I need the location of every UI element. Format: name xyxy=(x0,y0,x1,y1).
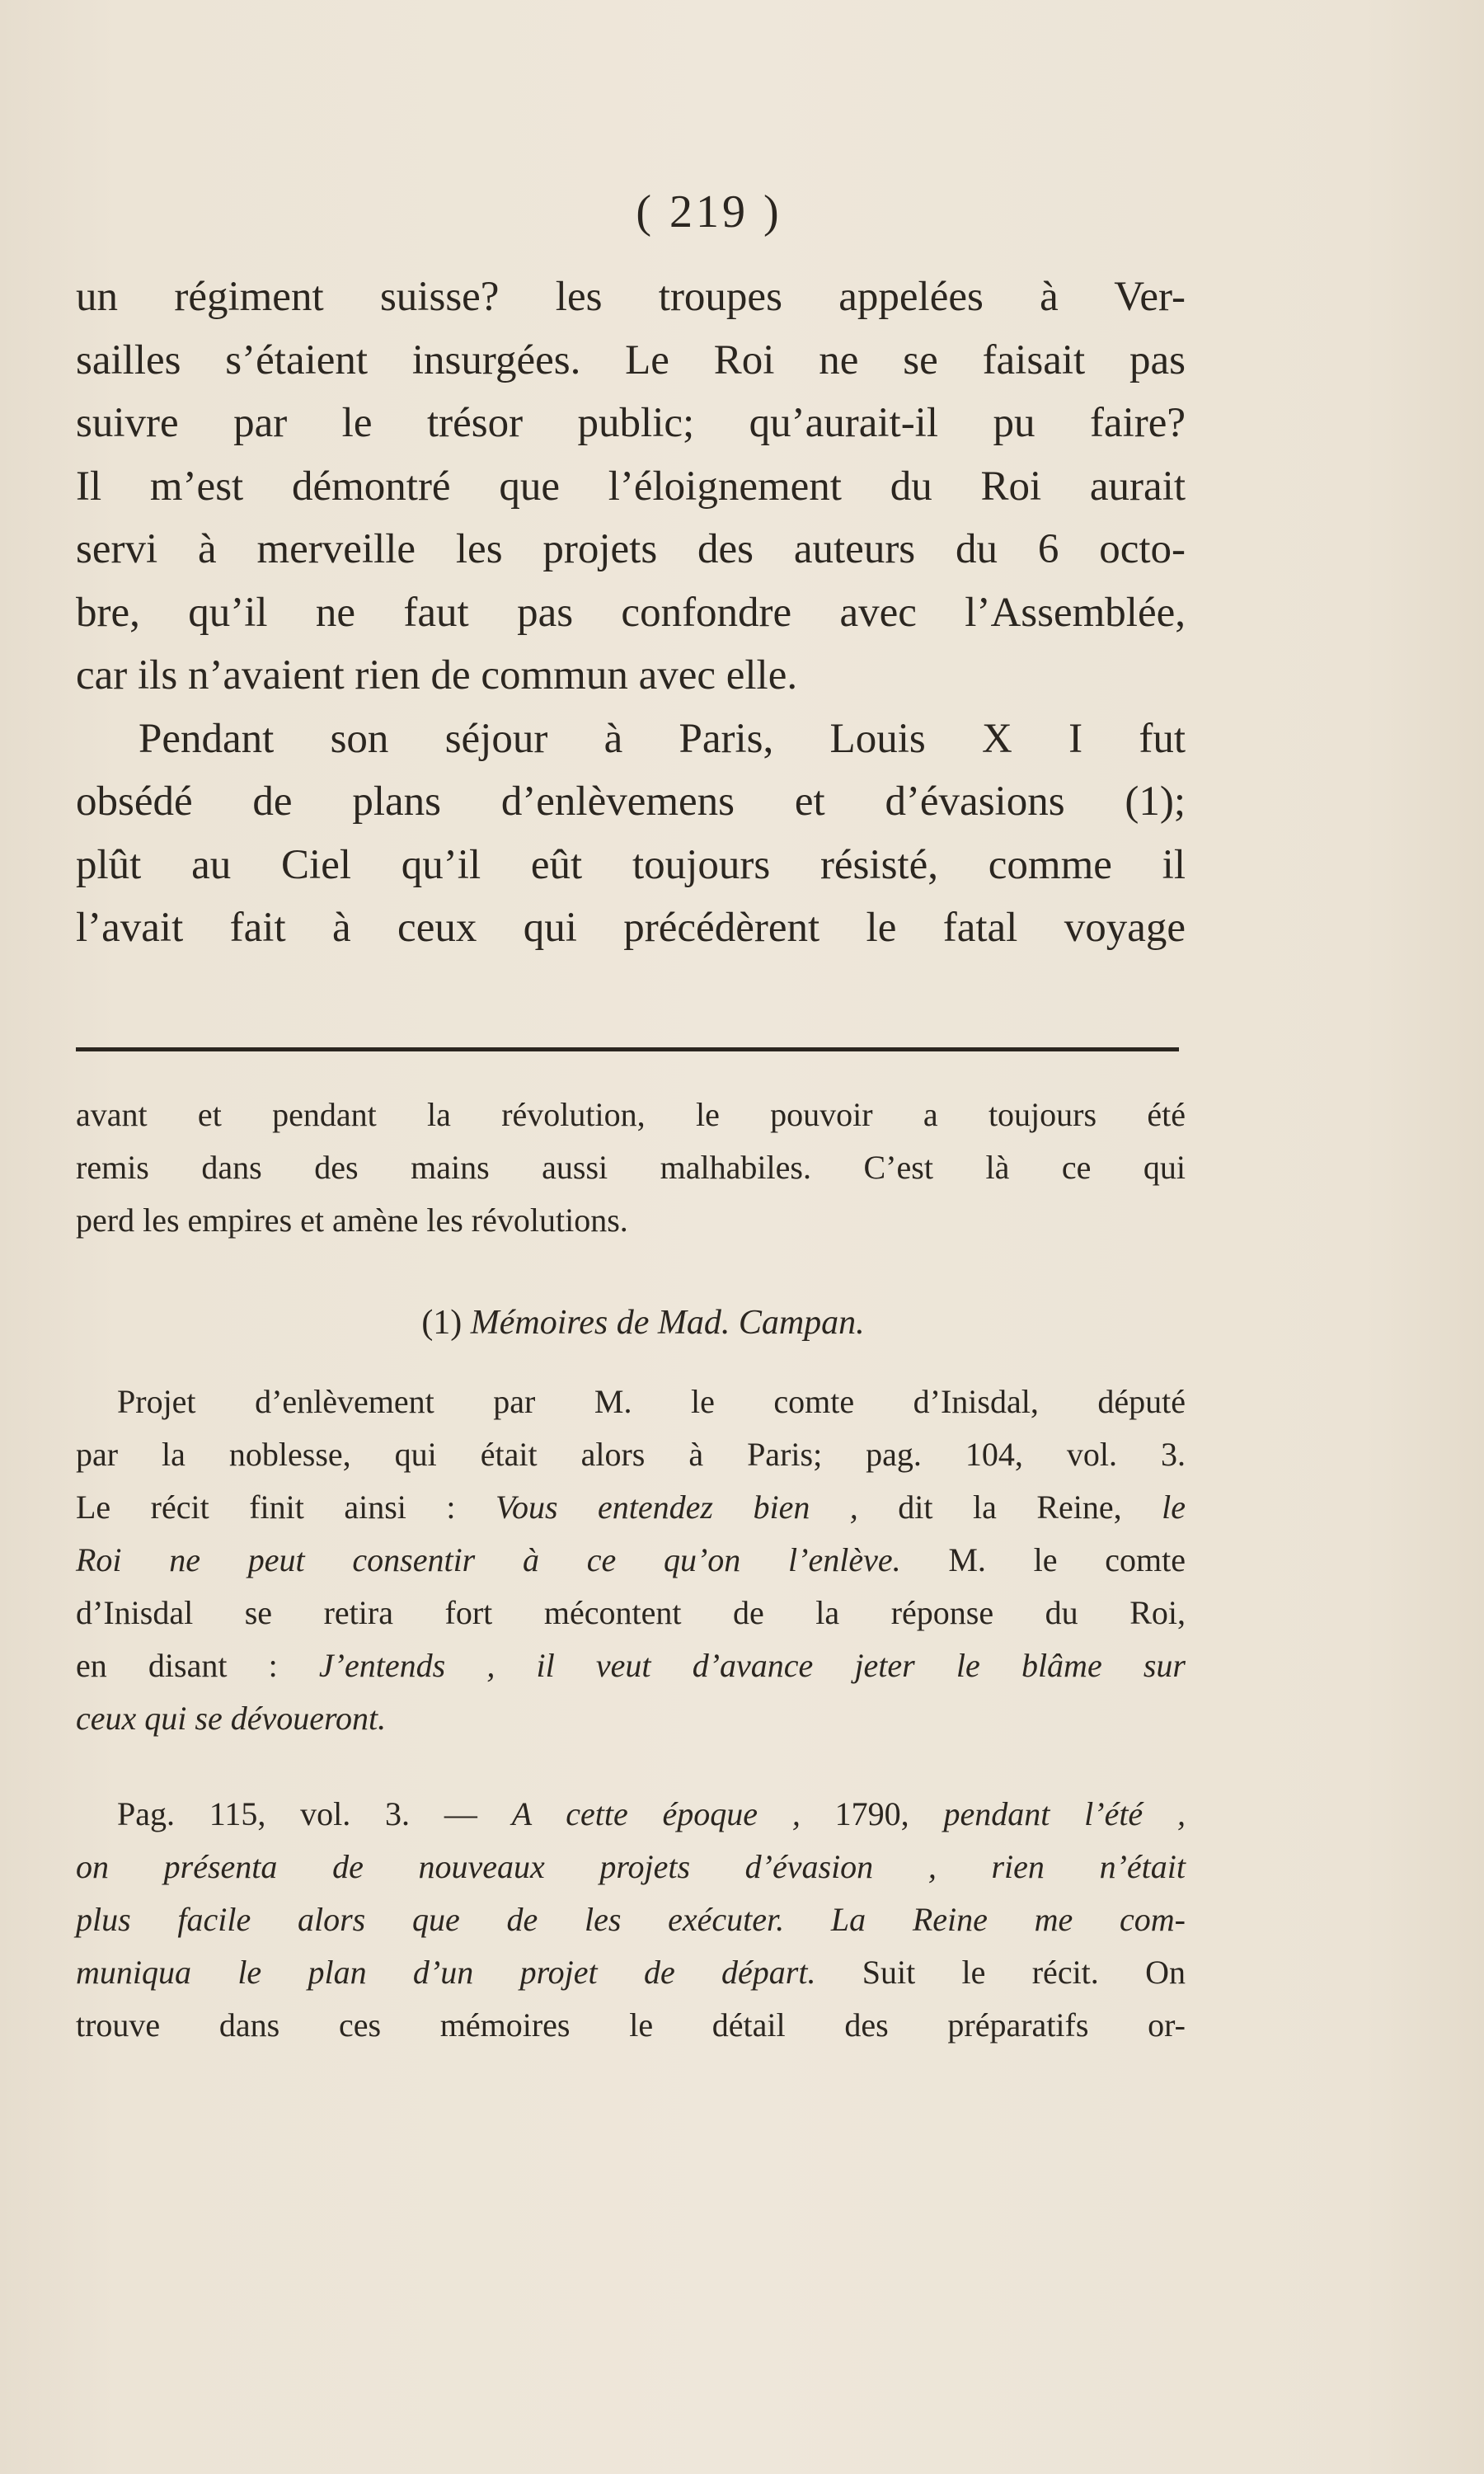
main-text-line: Pendant son séjour à Paris, Louis X I fut xyxy=(139,715,1186,762)
page-number: ( 219 ) xyxy=(636,186,782,238)
footnote-line: en disant : J’entends , il veut d’avance jeter le blâme sur xyxy=(76,1647,1186,1684)
main-text-line: sailles s’étaient insurgées. Le Roi ne se faisait pas xyxy=(76,336,1186,383)
footnote-line: avant et pendant la révolution, le pouvoir a toujours été xyxy=(76,1096,1186,1133)
footnote-line: ceux qui se dévoueront. xyxy=(76,1700,387,1737)
footnote-line: on présenta de nouveaux projets d’évasion , rien n’était xyxy=(76,1848,1186,1885)
footnote-line: remis dans des mains aussi malhabiles. C’est là ce qui xyxy=(76,1149,1186,1186)
footnote-marker: (1) xyxy=(421,1304,471,1342)
main-text-line: Il m’est démontré que l’éloignement du Roi aurait xyxy=(76,463,1186,510)
main-text-line: suivre par le trésor public; qu’aurait-il pu faire? xyxy=(76,400,1186,446)
footnote-line: d’Inisdal se retira fort mécontent de la réponse du Roi, xyxy=(76,1594,1186,1631)
footnote-line: perd les empires et amène les révolutions. xyxy=(76,1202,628,1239)
footnote-line: trouve dans ces mémoires le détail des préparatifs or- xyxy=(76,2006,1186,2044)
footnote-line: muniqua le plan d’un projet de départ. Suit le récit. On xyxy=(76,1954,1186,1991)
footnote-line: Le récit finit ainsi : Vous entendez bien , dit la Reine, le xyxy=(76,1489,1186,1526)
main-text-line: l’avait fait à ceux qui précédèrent le fatal voyage xyxy=(76,905,1186,951)
main-text-line: bre, qu’il ne faut pas confondre avec l’Assemblée, xyxy=(76,589,1186,636)
main-text-line: plût au Ciel qu’il eût toujours résisté, comme il xyxy=(76,841,1186,888)
main-text-block xyxy=(76,266,1186,960)
footnote-paragraph-2 xyxy=(76,1788,1186,2052)
footnote-line: plus facile alors que de les exécuter. La Reine me com- xyxy=(76,1901,1186,1938)
footnote-reference xyxy=(0,1303,1385,1343)
footnote-line: Projet d’enlèvement par M. le comte d’Inisdal, député xyxy=(117,1383,1186,1420)
footnote-separator-rule xyxy=(76,1047,1179,1051)
footnote-line: par la noblesse, qui était alors à Paris; pag. 104, vol. 3. xyxy=(76,1436,1186,1473)
footnote-continuation xyxy=(76,1089,1186,1247)
footnote-line: Pag. 115, vol. 3. — A cette époque , 1790, pendant l’été , xyxy=(117,1795,1186,1832)
main-text-line: car ils n’avaient rien de commun avec elle. xyxy=(76,652,798,698)
main-text-line: obsédé de plans d’enlèvemens et d’évasions (1); xyxy=(76,778,1186,825)
footnote-paragraph-1 xyxy=(76,1376,1186,1745)
footnote-source-title: Mémoires de Mad. Campan. xyxy=(470,1304,865,1342)
main-text-line: un régiment suisse? les troupes appelées à Ver- xyxy=(76,274,1186,320)
main-text-line: servi à merveille les projets des auteurs du 6 octo- xyxy=(76,526,1186,572)
footnote-line: Roi ne peut consentir à ce qu’on l’enlève. M. le comte xyxy=(76,1541,1186,1578)
